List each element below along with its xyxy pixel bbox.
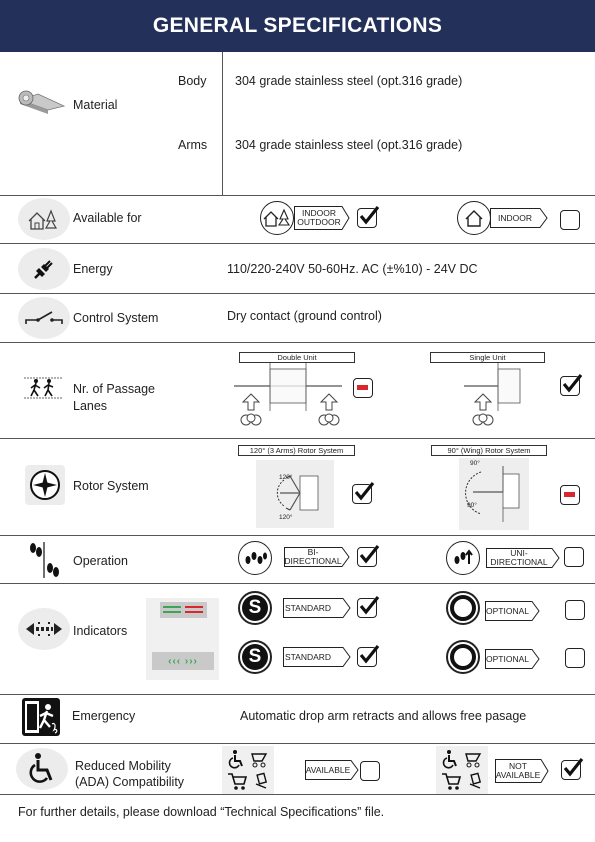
material-divider	[222, 52, 223, 195]
optional-checkbox	[565, 600, 585, 620]
energy-label: Energy	[73, 262, 113, 276]
indicator-arrows-icon	[18, 608, 70, 650]
row-divider	[0, 535, 595, 536]
indoor-option-icon	[457, 201, 491, 235]
uni-directional-checkbox	[564, 547, 584, 567]
row-divider	[0, 583, 595, 584]
energy-value: 110/220-240V 50-60Hz. AC (±%10) - 24V DC	[227, 262, 478, 276]
emergency-label: Emergency	[72, 709, 136, 723]
row-divider	[0, 243, 595, 244]
double-unit-unavailable	[353, 378, 373, 398]
bi-directional-tag	[284, 547, 350, 567]
indoor-outdoor-option-icon	[260, 201, 294, 235]
row-divider	[0, 694, 595, 695]
row-divider	[0, 293, 595, 294]
row-divider	[0, 195, 595, 196]
rotor-label: Rotor System	[73, 479, 149, 493]
material-label: Material	[73, 98, 118, 112]
double-unit-person-left	[238, 392, 264, 433]
standard-text: STANDARD	[284, 651, 332, 662]
mobility-not-available-icons	[436, 746, 488, 794]
passage-label-line1: Nr. of Passage	[73, 382, 155, 396]
row-divider	[0, 438, 595, 439]
standard-text: STANDARD	[284, 602, 332, 613]
available-label: Available for	[73, 211, 142, 225]
optional-tag	[485, 601, 540, 621]
green-led	[163, 611, 181, 613]
rotor-120-angle-top: 120°	[279, 474, 293, 481]
red-led	[185, 606, 203, 608]
indoor-outdoor-tag-line1: INDOOR	[301, 208, 336, 219]
mobility-available-checkbox	[360, 761, 380, 781]
bi-directional-text: BI-DIRECTIONAL	[284, 547, 342, 566]
uni-directional-tag	[486, 548, 560, 568]
passage-people-icon	[22, 372, 64, 407]
control-label: Control System	[73, 311, 159, 325]
rotor-90-caption: 90° (Wing) Rotor System	[431, 445, 547, 456]
page-title: GENERAL SPECIFICATIONS	[0, 0, 595, 52]
rotor-90-unavailable	[560, 485, 580, 505]
standard-indicator-icon	[238, 640, 272, 674]
optional-text: OPTIONAL	[486, 653, 529, 664]
rotor-90-angle-bottom: 90°	[467, 502, 477, 509]
rotor-120-angle-bottom: 120°	[279, 514, 293, 521]
double-unit-person-right	[316, 392, 342, 433]
mobility-not-available-line2: AVAILABLE	[495, 770, 541, 780]
standard-letter: S	[242, 644, 268, 670]
standard-letter: S	[242, 595, 268, 621]
rotor-90-drawing	[459, 458, 529, 535]
standard-checkbox	[357, 598, 377, 618]
rotor-120-drawing	[256, 460, 334, 533]
single-unit-caption: Single Unit	[430, 352, 545, 363]
standard-checkbox	[357, 647, 377, 667]
material-arms-value: 304 grade stainless steel (opt.316 grade)	[235, 138, 463, 152]
mobility-available-tag	[305, 760, 359, 780]
footsteps-icon	[25, 540, 63, 585]
emergency-value: Automatic drop arm retracts and allows free pasage	[240, 709, 527, 723]
footer-note: For further details, please download “Technical Specifications” file.	[18, 805, 385, 819]
switch-icon	[18, 297, 70, 339]
material-body-label: Body	[178, 74, 207, 88]
mobility-label-line1: Reduced Mobility	[75, 759, 171, 773]
row-divider	[0, 794, 595, 795]
passage-label-line2: Lanes	[73, 399, 108, 413]
mobility-available-text: AVAILABLE	[305, 764, 351, 775]
rotor-icon	[25, 465, 65, 505]
rotor-120-caption: 120° (3 Arms) Rotor System	[238, 445, 355, 456]
indicators-label: Indicators	[73, 624, 128, 638]
standard-tag	[283, 598, 351, 618]
standard-indicator-icon	[238, 591, 272, 625]
mobility-available-icons	[222, 746, 274, 794]
indoor-outdoor-checkbox	[357, 208, 377, 228]
bi-directional-icon	[238, 541, 272, 575]
bi-directional-checkbox	[357, 547, 377, 567]
indoor-tag-text: INDOOR	[498, 212, 532, 223]
red-led	[185, 611, 203, 613]
material-body-value: 304 grade stainless steel (opt.316 grade)	[235, 74, 463, 88]
arrow-led-indicator	[152, 652, 214, 670]
optional-checkbox	[565, 648, 585, 668]
mobility-not-available-checkbox	[561, 760, 581, 780]
indoor-checkbox	[560, 210, 580, 230]
operation-label: Operation	[73, 554, 128, 568]
optional-indicator-icon	[446, 591, 480, 625]
indoor-tag	[490, 208, 548, 228]
single-unit-checkbox	[560, 376, 580, 396]
material-icon	[18, 86, 66, 125]
rotor-90-angle-top: 90°	[470, 460, 480, 467]
uni-directional-icon	[446, 541, 480, 575]
standard-tag	[283, 647, 351, 667]
green-led	[163, 606, 181, 608]
arrow-led-text: ‹‹‹ ›››	[168, 655, 198, 667]
led-bar-indicator	[160, 602, 207, 618]
mobility-not-available-line1: NOT	[509, 761, 527, 772]
indoor-outdoor-tag	[294, 206, 350, 230]
plug-icon	[18, 248, 70, 290]
emergency-exit-icon	[22, 698, 60, 736]
wheelchair-icon	[16, 748, 68, 790]
mobility-label-line2: (ADA) Compatibility	[75, 775, 185, 789]
indoor-outdoor-icon	[18, 198, 70, 240]
optional-tag	[485, 649, 540, 669]
double-unit-caption: Double Unit	[239, 352, 355, 363]
row-divider	[0, 743, 595, 744]
control-value: Dry contact (ground control)	[227, 309, 382, 323]
optional-text: OPTIONAL	[486, 605, 529, 616]
rotor-120-checkbox	[352, 484, 372, 504]
single-unit-person	[470, 392, 496, 433]
mobility-not-available-tag	[495, 759, 549, 783]
material-arms-label: Arms	[178, 138, 208, 152]
indoor-outdoor-tag-line2: OUTDOOR	[297, 217, 341, 227]
optional-indicator-icon	[446, 640, 480, 674]
uni-directional-text: UNI-DIRECTIONAL	[490, 548, 548, 567]
row-divider	[0, 342, 595, 343]
